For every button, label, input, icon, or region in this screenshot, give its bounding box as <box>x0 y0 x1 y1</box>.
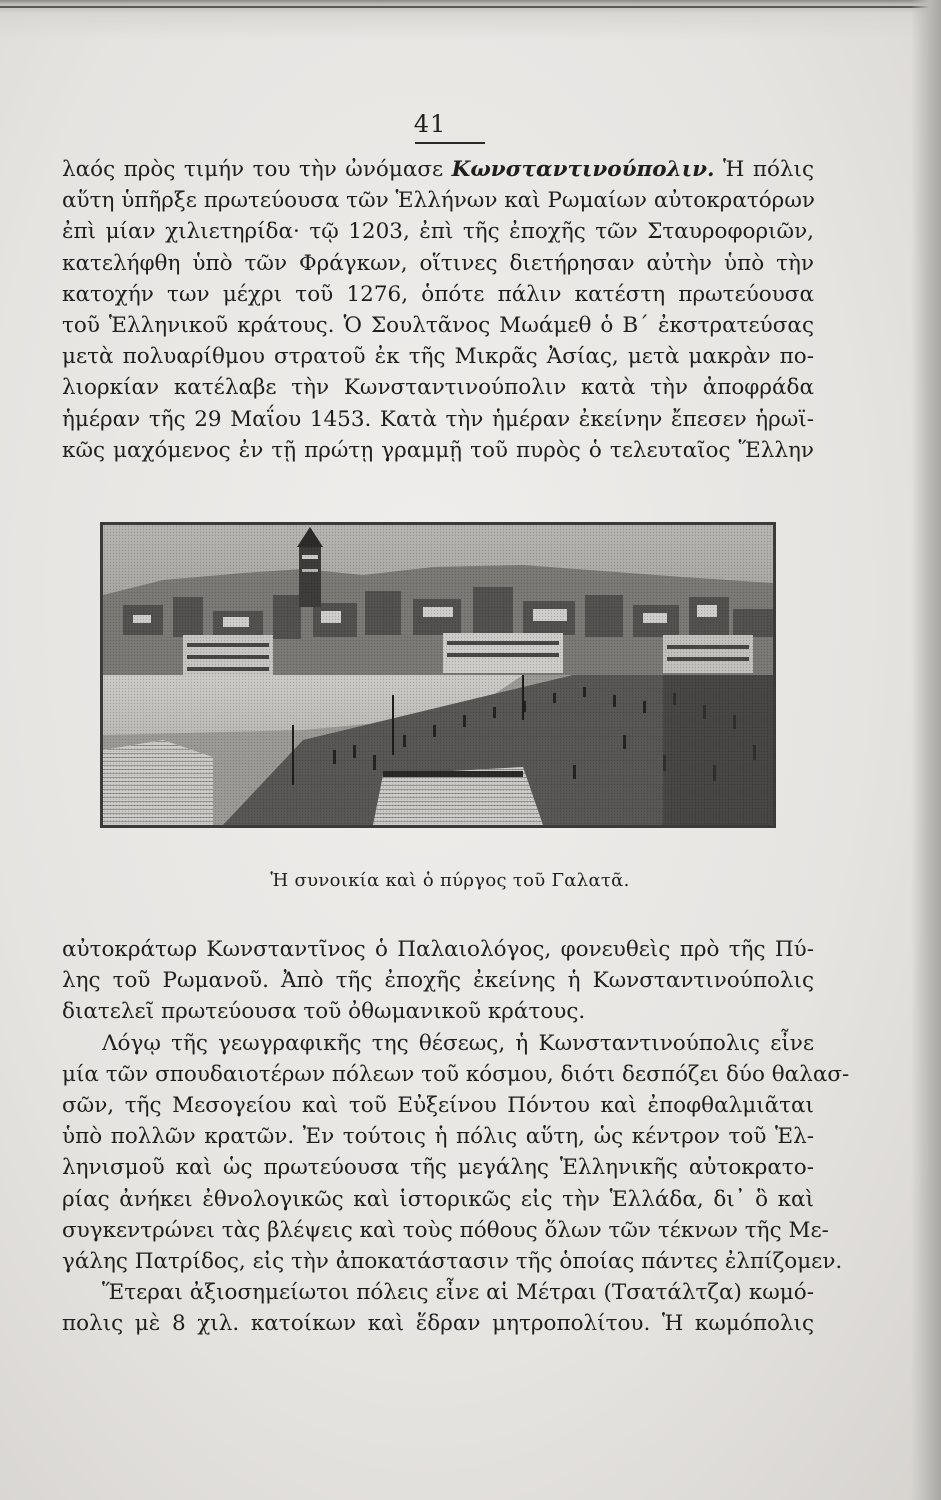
text-line: κῶς μαχόμενος ἐν τῇ πρώτῃ γραμμῇ τοῦ πυρὸς ὁ τελευταῖος Ἕλλην <box>62 437 814 463</box>
text-line: Λόγῳ τῆς γεωγραφικῆς της θέσεως, ἡ Κωνσταντινούπολις εἶνε <box>102 1030 814 1056</box>
text-line: πολις μὲ 8 χιλ. κατοίκων καὶ ἕδραν μητροπολίτου. Ἡ κωμόπολις <box>62 1311 814 1337</box>
paragraph-bottom <box>62 934 850 1340</box>
text-line: ληνισμοῦ καὶ ὡς πρωτεύουσα τῆς μεγάλης Ἑλληνικῆς αὐτοκρατο- <box>62 1155 814 1181</box>
figure-caption: Ἡ συνοικία καὶ ὁ πύργος τοῦ Γαλατᾶ. <box>270 870 630 891</box>
text-line: μία τῶν σπουδαιοτέρων πόλεων τοῦ κόσμου, διότι δεσπόζει δύο θαλασ- <box>62 1061 850 1087</box>
text-line: λης τοῦ Ρωμανοῦ. Ἀπὸ τῆς ἐποχῆς ἐκείνης ἡ Κωνσταντινούπολις <box>62 968 814 994</box>
text-line: ρίας ἀνήκει ἐθνολογικῶς καὶ ἱστορικῶς εἰς τὴν Ἑλλάδα, δι᾽ ὃ καὶ <box>62 1186 814 1212</box>
text-line: κατοχήν των μέχρι τοῦ 1276, ὁπότε πάλιν κατέστη πρωτεύουσα <box>62 281 814 307</box>
text-line: σῶν, τῆς Μεσογείου καὶ τοῦ Εὐξείνου Πόντου καὶ ἐποφθαλμιᾶται <box>62 1093 814 1119</box>
text-line: λαός πρὸς τιμήν του τὴν ὠνόμασε Κωνσταντινούπολιν. Ἡ πόλις <box>62 157 814 182</box>
text-line: διατελεῖ πρωτεύουσα τοῦ ὀθωμανικοῦ κράτους. <box>62 999 586 1025</box>
emphasized-word: Κωνσταντινούπολιν. <box>451 157 715 182</box>
text-line: τοῦ Ἑλληνικοῦ κράτους. Ὁ Σουλτᾶνος Μωάμεθ ὁ Β΄ ἐκστρατεύσας <box>62 313 814 339</box>
page-top-edge-line <box>0 6 941 8</box>
page-number-rule <box>415 142 485 144</box>
text-line: συγκεντρώνει τὰς βλέψεις καὶ τοὺς πόθους ὅλων τῶν τέκνων τῆς Με- <box>62 1217 829 1243</box>
text-line: Ἕτεραι ἀξιοσημείωτοι πόλεις εἶνε αἱ Μέτραι (Τσατάλτζα) κωμό- <box>102 1280 814 1306</box>
text-line: αὕτη ὑπῆρξε πρωτεύουσα τῶν Ἑλλήνων καὶ Ρωμαίων αὐτοκρατόρων <box>62 188 815 214</box>
text-line: ὑπὸ πολλῶν κρατῶν. Ἐν τούτοις ἡ πόλις αὕτη, ὡς κέντρον τοῦ Ἑλ- <box>62 1124 814 1150</box>
text-line: ἡμέραν τῆς 29 Μαΐου 1453. Κατὰ τὴν ἡμέραν ἐκείνην ἔπεσεν ἡρωϊ- <box>62 406 814 432</box>
text-line: κατελήφθη ὑπὸ τῶν Φράγκων, οἵτινες διετήρησαν αὐτὴν ὑπὸ τὴν <box>62 250 814 276</box>
galata-photo-illustration <box>103 525 773 825</box>
page-number: 41 <box>413 110 447 138</box>
text-line: μετὰ πολυαρίθμου στρατοῦ ἐκ τῆς Μικρᾶς Ἀσίας, μετὰ μακρὰν πο- <box>62 344 814 370</box>
text-line: αὐτοκράτωρ Κωνσταντῖνος ὁ Παλαιολόγος, φονευθεὶς πρὸ τῆς Πύ- <box>62 937 814 962</box>
text-line: λιορκίαν κατέλαβε τὴν Κωνσταντινούπολιν κατὰ τὴν ἀποφράδα <box>62 375 814 401</box>
galata-photograph <box>100 522 776 828</box>
text-line: γάλης Πατρίδος, εἰς τὴν ἀποκατάστασιν τῆς ὁποίας πάντες ἐλπίζομεν. <box>62 1249 843 1275</box>
paragraph-top <box>62 154 814 466</box>
halftone-overlay <box>103 525 773 825</box>
text-line: ἐπὶ μίαν χιλιετηρίδα· τῷ 1203, ἐπὶ τῆς ἐποχῆς τῶν Σταυροφοριῶν, <box>62 219 814 245</box>
page-right-edge <box>911 0 941 1500</box>
